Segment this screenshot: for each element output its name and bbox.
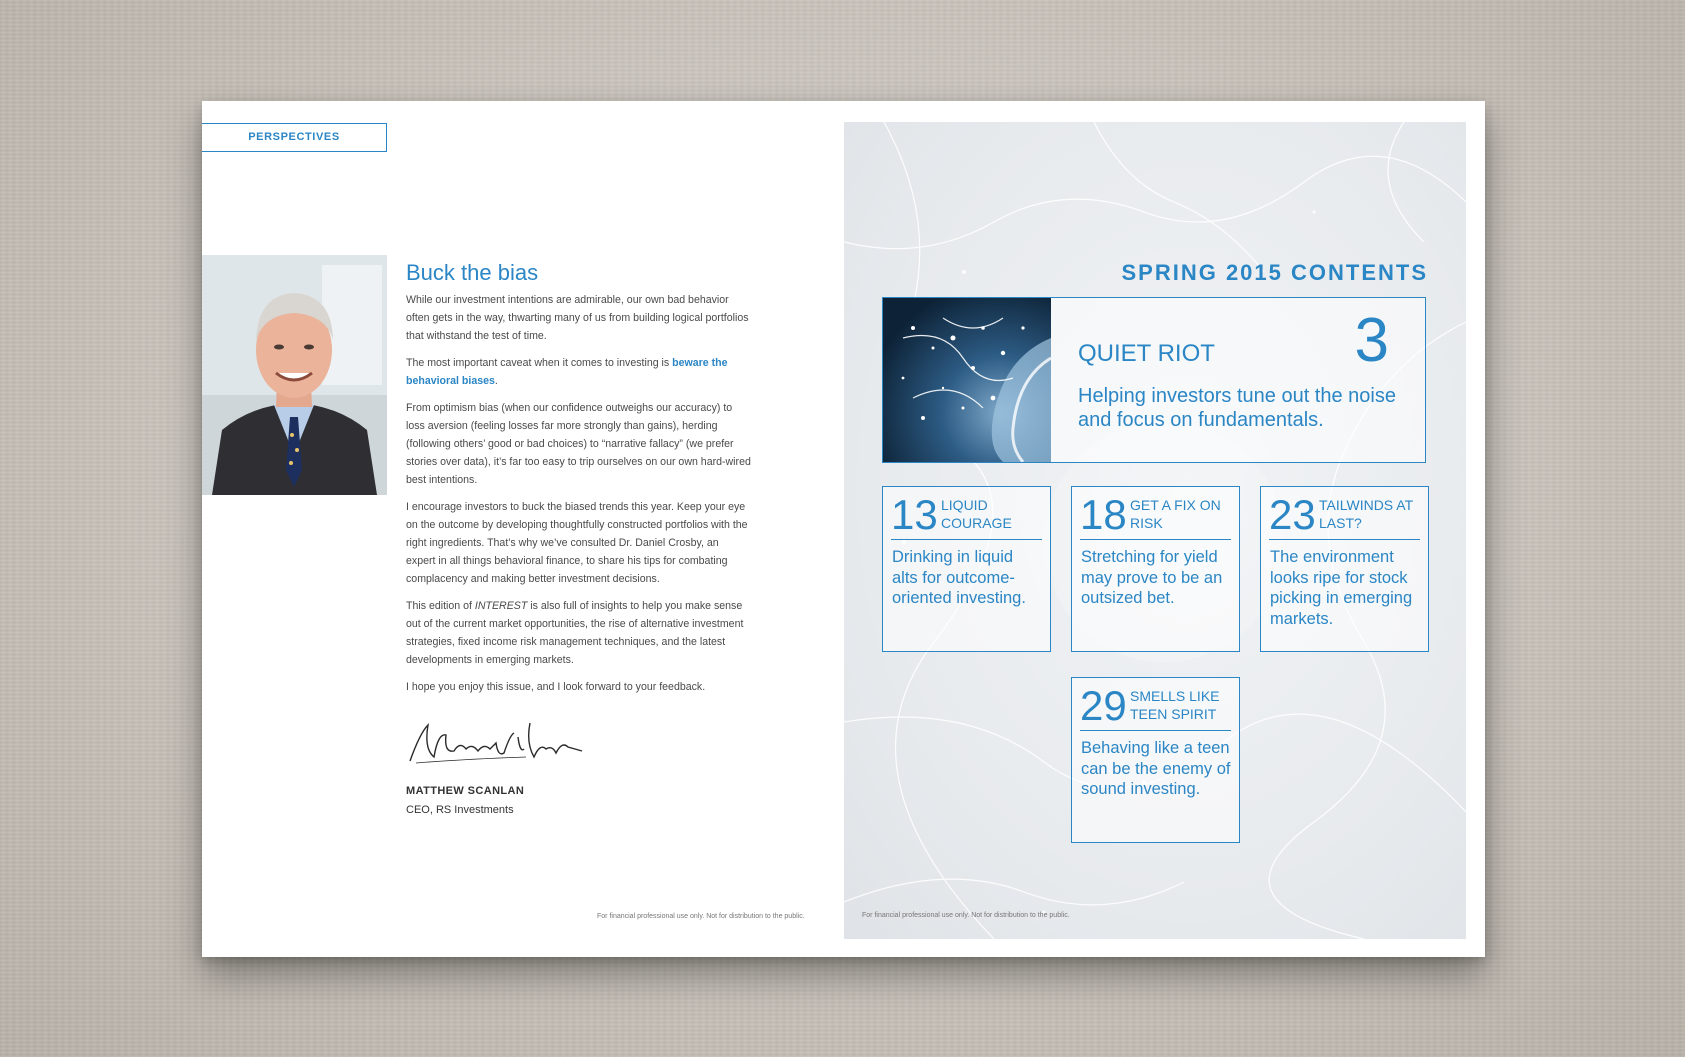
card-divider <box>1080 539 1231 540</box>
contents-panel <box>844 122 1466 939</box>
card-divider <box>1080 730 1231 731</box>
letter-heading: Buck the bias <box>406 260 539 285</box>
paragraph-5-tail: is also full of insights to help you make sense out of the current market opportunities, the rise of alternative investment strategies, fixed income risk management techniques, and the latest developments in emerging markets. <box>406 600 744 666</box>
paragraph-5-lead: This edition of <box>406 600 475 612</box>
signer-name: MATTHEW SCANLAN <box>406 785 525 797</box>
article-title: TAILWINDS AT LAST? <box>1319 497 1413 531</box>
article-page-number: 13 <box>891 491 938 538</box>
paragraph-2-tail: . <box>494 375 498 387</box>
letter-paragraph-6: I hope you enjoy this issue, and I look forward to your feedback. <box>406 681 706 693</box>
letter-paragraph-1: While our investment intentions are admirable, our own bad behavior often gets in the way, thwarting many of us from building logical portfolios that withstand the test of time. <box>406 294 749 342</box>
contents-title: SPRING 2015 CONTENTS <box>1121 260 1428 285</box>
article-card-liquid-courage[interactable] <box>882 486 1051 652</box>
article-description: Behaving like a teen can be the enemy of sound investing. <box>1081 739 1231 798</box>
article-card-get-a-fix-on-risk[interactable] <box>1071 486 1240 652</box>
feature-title: QUIET RIOT <box>1078 340 1215 367</box>
article-description: The environment looks ripe for stock picking in emerging markets. <box>1270 548 1413 628</box>
feature-description: Helping investors tune out the noise and focus on fundamentals. <box>1078 385 1396 431</box>
feature-page-number: 3 <box>1354 306 1389 375</box>
article-title: SMELLS LIKE TEEN SPIRIT <box>1130 688 1220 722</box>
article-page-number: 29 <box>1080 682 1127 729</box>
letter-paragraph-3: From optimism bias (when our confidence outweighs our accuracy) to loss aversion (feeling losses far more strongly than gains), herding (following others’ good or bad choices) to “narrative fallacy” (we prefer stories over data), it’s far too easy to trip ourselves on our own hard-wired best intentions. <box>406 402 751 486</box>
article-page-number: 18 <box>1080 491 1127 538</box>
handwritten-signature <box>406 713 586 773</box>
article-description: Drinking in liquid alts for outcome-oriented investing. <box>892 548 1026 607</box>
feature-article[interactable] <box>882 297 1426 463</box>
letter-paragraph-5 <box>406 597 751 669</box>
article-title: GET A FIX ON RISK <box>1130 497 1221 531</box>
article-card-tailwinds-at-last[interactable] <box>1260 486 1429 652</box>
article-page-number: 23 <box>1269 491 1316 538</box>
letter-paragraph-4: I encourage investors to buck the biased trends this year. Keep your eye on the outcome by developing thoughtfully constructed portfolios with the right ingredients. That’s why we’ve consulted Dr. Daniel Crosby, an expert in all things behavioral finance, to share his tips for combating complacency and making better investment decisions. <box>406 501 748 585</box>
card-divider <box>891 539 1042 540</box>
article-title: LIQUID COURAGE <box>941 497 1012 531</box>
card-divider <box>1269 539 1420 540</box>
editor-letter <box>406 259 751 705</box>
water-splash-image <box>883 298 1051 462</box>
letter-paragraph-2 <box>406 354 751 390</box>
magazine-spread <box>202 101 1485 957</box>
section-tab-label: PERSPECTIVES <box>202 123 387 152</box>
portrait-illustration <box>202 255 387 495</box>
ceo-portrait <box>202 255 387 495</box>
article-card-smells-like-teen-spirit[interactable] <box>1071 677 1240 843</box>
article-description: Stretching for yield may prove to be an outsized bet. <box>1081 548 1223 607</box>
behavioral-biases-highlight: beware the behavioral biases <box>406 357 728 387</box>
left-footer-disclaimer: For financial professional use only. Not for distribution to the public. <box>597 913 805 920</box>
water-splash-illustration <box>883 298 1051 462</box>
publication-name: INTEREST <box>474 600 528 612</box>
signer-title: CEO, RS Investments <box>406 804 514 816</box>
paragraph-2-lead: The most important caveat when it comes to investing is <box>406 357 673 369</box>
right-footer-disclaimer: For financial professional use only. Not for distribution to the public. <box>862 912 1070 919</box>
